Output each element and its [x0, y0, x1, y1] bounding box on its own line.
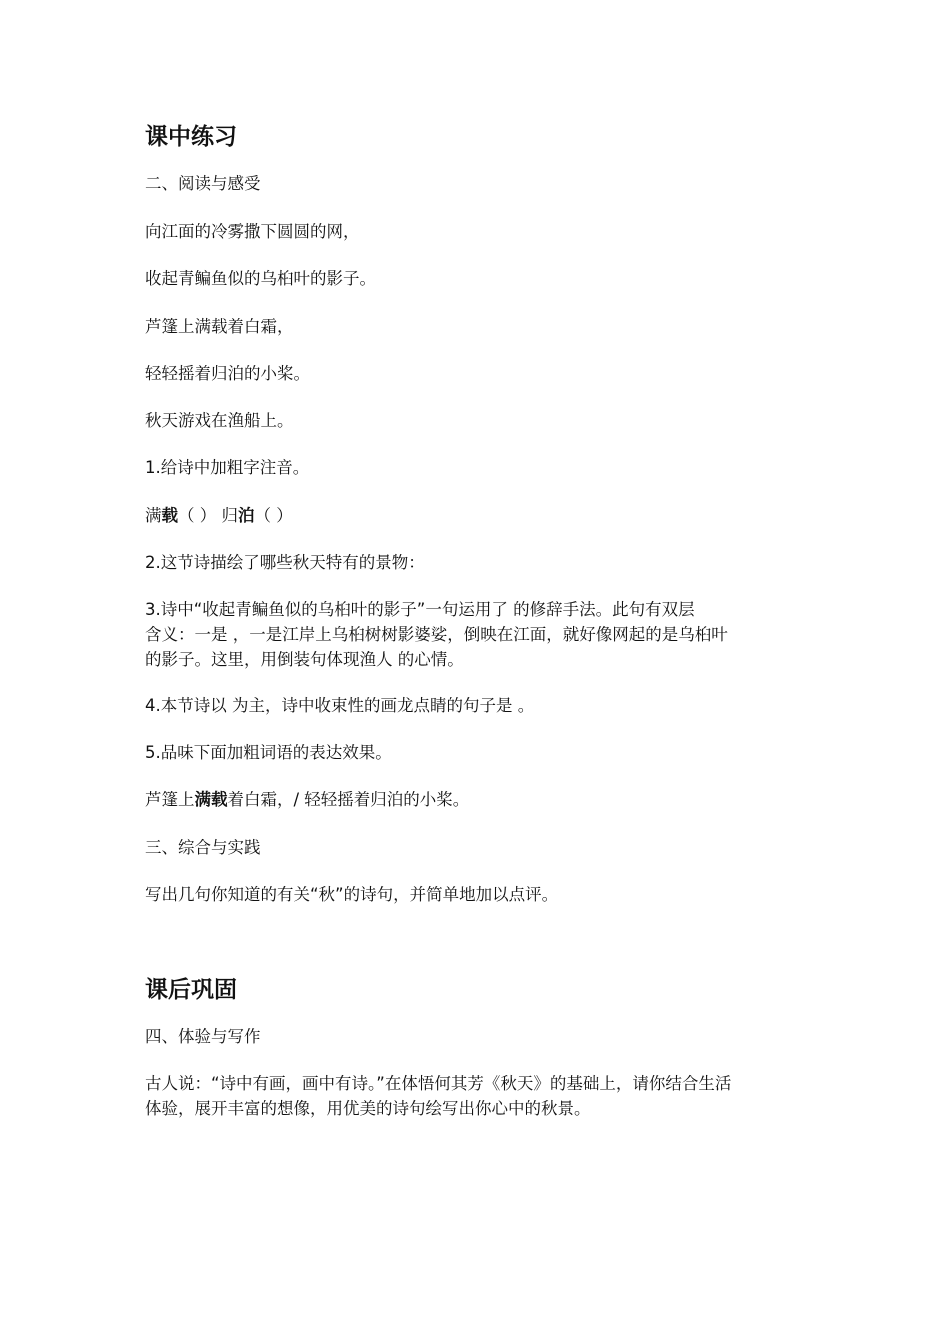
- part2-heading: 二、阅读与感受: [145, 174, 261, 193]
- part4-task-line-1: 古人说：“诗中有画，画中有诗。”在体悟何其芳《秋天》的基础上，请你结合生活: [145, 1074, 732, 1093]
- q1-word2-bold: 泊: [238, 506, 255, 525]
- question-4: 4.本节诗以 为主，诗中收束性的画龙点睛的句子是 。: [145, 696, 535, 715]
- part3-task: 写出几句你知道的有关“秋”的诗句，并简单地加以点评。: [145, 885, 559, 904]
- part4-heading: 四、体验与写作: [145, 1027, 261, 1046]
- part3-heading: 三、综合与实践: [145, 838, 261, 857]
- q1-word1-prefix: 满: [145, 506, 162, 525]
- poem-line-4: 轻轻摇着归泊的小桨。: [145, 364, 310, 383]
- poem-line-2: 收起青鳊鱼似的乌桕叶的影子。: [145, 269, 376, 288]
- question-3-line-3: 的影子。这里，用倒装句体现渔人 的心情。: [145, 650, 464, 669]
- question-2: 2.这节诗描绘了哪些秋天特有的景物：: [145, 553, 425, 572]
- question-1: 1.给诗中加粗字注音。: [145, 458, 310, 477]
- part4-task-line-2: 体验，展开丰富的想像，用优美的诗句绘写出你心中的秋景。: [145, 1099, 591, 1118]
- q1-word1-bold: 载: [161, 506, 178, 525]
- q1-word2-blank[interactable]: （ ）: [254, 506, 293, 525]
- q5-prefix: 芦篷上: [145, 790, 195, 809]
- question-3-line-1: 3.诗中“收起青鳊鱼似的乌桕叶的影子”一句运用了 的修辞手法。此句有双层: [145, 600, 695, 619]
- q1-word1-blank[interactable]: （ ）: [178, 506, 217, 525]
- poem-line-5: 秋天游戏在渔船上。: [145, 411, 294, 430]
- question-5: 5.品味下面加粗词语的表达效果。: [145, 743, 392, 762]
- poem-line-1: 向江面的冷雾撒下圆圆的网，: [145, 222, 360, 241]
- question-3: [145, 597, 815, 672]
- section-title-in-class: 课中练习: [145, 124, 237, 150]
- section-title-after-class: 课后巩固: [145, 977, 237, 1003]
- question-5-line: [145, 789, 469, 811]
- q5-suffix: 着白霜，/ 轻轻摇着归泊的小桨。: [227, 790, 470, 809]
- q1-word2-prefix: 归: [221, 506, 238, 525]
- question-3-line-2: 含义：一是 ，一是江岸上乌桕树树影婆娑，倒映在江面，就好像网起的是乌桕叶: [145, 625, 728, 644]
- q5-bold-word: 满载: [194, 790, 228, 809]
- question-1-answer-line: [145, 505, 293, 527]
- poem-line-3: 芦篷上满载着白霜，: [145, 317, 294, 336]
- part4-task: [145, 1071, 815, 1121]
